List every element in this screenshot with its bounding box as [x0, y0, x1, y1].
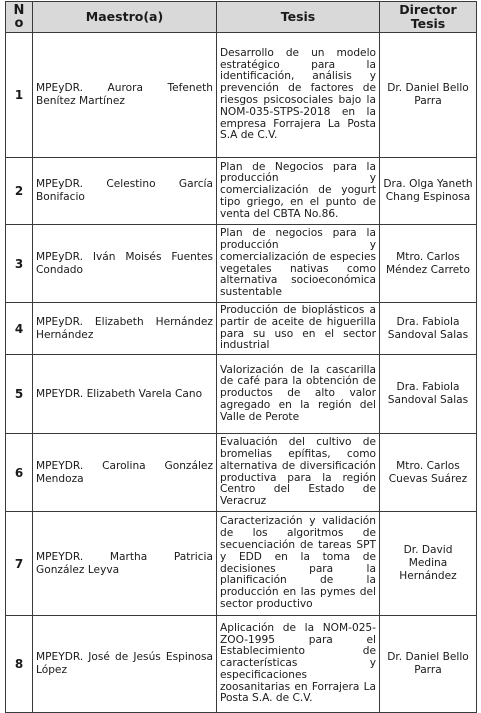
table-row	[6, 158, 477, 225]
thesis-title-cell	[217, 434, 380, 512]
table-body	[6, 33, 477, 713]
row-number: 5	[14, 387, 24, 401]
student-name: MPEyDR. Iván Moisés Fuentes Condado	[36, 250, 213, 276]
thesis-director: Mtro. Carlos Cuevas Suárez	[388, 459, 468, 485]
student-name: MPEYDR. José de Jesús Espinosa López	[36, 651, 213, 676]
thesis-director: Dra. Fabiola Sandoval Salas	[387, 381, 469, 406]
table-row	[6, 512, 477, 616]
student-name-cell	[33, 158, 217, 225]
row-number: 8	[14, 657, 24, 671]
table-row	[6, 434, 477, 512]
thesis-title-cell	[217, 225, 380, 303]
row-number: 3	[14, 256, 24, 271]
row-number: 1	[14, 88, 24, 102]
header-row	[6, 2, 477, 33]
thesis-title: Plan de Negocios para la producción y comercialización de yogurt tipo griego, en el punto de venta del CBTA No.86.	[220, 160, 376, 220]
student-name: MPEYDR. Elizabeth Varela Cano	[36, 387, 203, 400]
thesis-director: Dra. Fabiola Sandoval Salas	[387, 315, 469, 341]
header-thesis: Tesis	[217, 2, 380, 33]
student-name: MPEYDR. Martha Patricia González Leyva	[36, 550, 213, 576]
thesis-title: Valorización de la cascarilla de café para la obtención de productos de alto valor agregado en la región del Valle de Perote	[220, 363, 376, 423]
student-name-cell	[33, 434, 217, 512]
thesis-title-cell	[217, 303, 380, 355]
thesis-title: Plan de negocios para la producción y comercialización de especies vegetales nativas como alternativa socioeconómica sustentable	[220, 227, 376, 299]
thesis-title-cell	[217, 158, 380, 225]
thesis-director-cell	[380, 158, 477, 225]
row-number-cell	[6, 434, 33, 512]
table-row	[6, 616, 477, 713]
thesis-director-cell	[380, 33, 477, 158]
row-number-cell	[6, 158, 33, 225]
header-student: Maestro(a)	[33, 2, 217, 33]
thesis-director-cell	[380, 434, 477, 512]
thesis-director-cell	[380, 512, 477, 616]
thesis-director: Mtro. Carlos Méndez Carreto	[386, 250, 470, 276]
row-number-cell	[6, 225, 33, 303]
thesis-director-cell	[380, 616, 477, 713]
thesis-title-cell	[217, 33, 380, 158]
row-number: 7	[14, 556, 24, 571]
thesis-title: Desarrollo de un modelo estratégico para la identificación, análisis y prevención de factores de riesgos psicosociales bajo la NOM-035-STPS-2018 en la empresa Forrajera La Posta S.A de C.V.	[220, 46, 376, 142]
table-row	[6, 355, 477, 434]
thesis-title: Producción de bioplásticos a partir de aceite de higuerilla para su uso en el sector industrial	[220, 303, 376, 352]
row-number-cell	[6, 303, 33, 355]
thesis-director-cell	[380, 303, 477, 355]
row-number: 2	[14, 184, 24, 198]
row-number-cell	[6, 355, 33, 434]
student-name: MPEyDR. Aurora Tefeneth Benítez Martínez	[36, 82, 213, 107]
row-number-cell	[6, 616, 33, 713]
student-name-cell	[33, 303, 217, 355]
table-row	[6, 303, 477, 355]
header-number: N o	[6, 2, 33, 33]
thesis-director: Dr. David Medina Hernández	[399, 544, 457, 582]
student-name-cell	[33, 616, 217, 713]
thesis-director: Dra. Olga Yaneth Chang Espinosa	[383, 178, 473, 203]
thesis-director-cell	[380, 225, 477, 303]
thesis-title-cell	[217, 512, 380, 616]
student-name-cell	[33, 33, 217, 158]
thesis-title: Evaluación del cultivo de bromelias epífitas, como alternativa de diversificación productiva para la región Centro del Estado de Veracruz	[220, 436, 376, 508]
thesis-title-cell	[217, 616, 380, 713]
table-row	[6, 225, 477, 303]
thesis-title-cell	[217, 355, 380, 434]
header-director: Director Tesis	[380, 2, 477, 33]
table-row	[6, 33, 477, 158]
row-number-cell	[6, 33, 33, 158]
thesis-director: Dr. Daniel Bello Parra	[387, 651, 469, 676]
student-name-cell	[33, 512, 217, 616]
student-name: MPEyDR. Celestino García Bonifacio	[36, 178, 213, 203]
thesis-title: Aplicación de la NOM-025-ZOO-1995 para el Establecimiento de características y especificaciones zoosanitarias en Forrajera La Posta S.A. de C.V.	[220, 621, 376, 705]
student-name-cell	[33, 355, 217, 434]
thesis-director: Dr. Daniel Bello Parra	[387, 82, 469, 107]
thesis-title: Caracterización y validación de los algoritmos de secuenciación de tareas SPT y EDD en la toma de decisiones para la planificación de la producción en las pymes del sector productivo	[220, 515, 376, 610]
student-name-cell	[33, 225, 217, 303]
table-header	[6, 2, 477, 33]
row-number-cell	[6, 512, 33, 616]
thesis-director-cell	[380, 355, 477, 434]
row-number: 4	[14, 321, 24, 336]
thesis-table	[5, 1, 477, 713]
student-name: MPEYDR. Carolina González Mendoza	[36, 459, 213, 485]
student-name: MPEyDR. Elizabeth Hernández Hernández	[36, 315, 213, 341]
row-number: 6	[14, 465, 24, 480]
